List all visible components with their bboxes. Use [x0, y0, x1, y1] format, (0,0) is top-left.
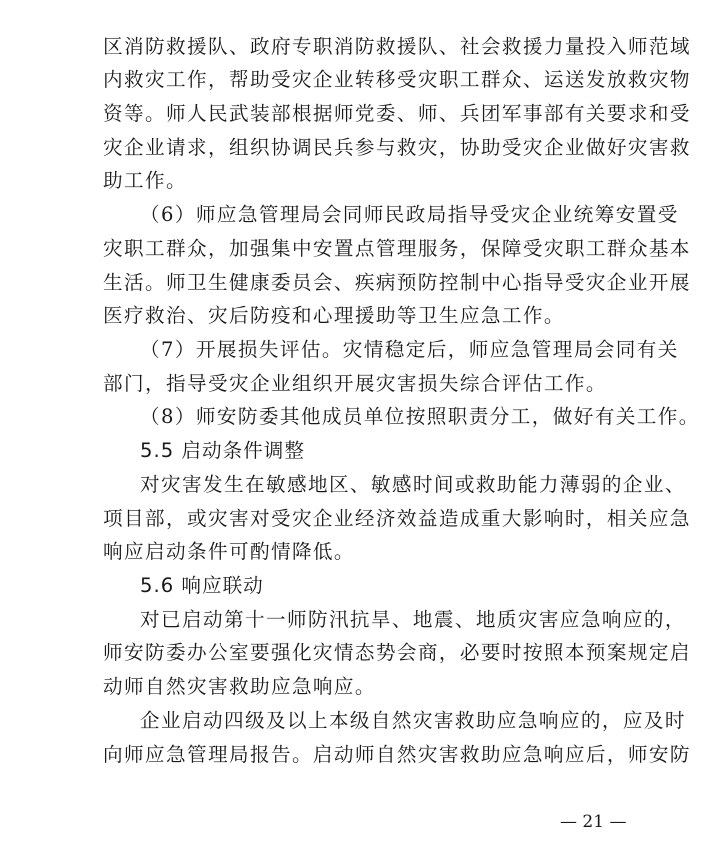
paragraph-start: （6）师应急管理局会同师民政局指导受灾企业统筹安置受	[140, 203, 679, 226]
paragraph-start: 企业启动四级及以上本级自然灾害救助应急响应的，应及时	[140, 709, 686, 732]
section-heading: 5.5 启动条件调整	[140, 439, 305, 462]
paragraph-start: （8）师安防委其他成员单位按照职责分工，做好有关工作。	[140, 405, 700, 428]
section-heading: 5.6 响应联动	[140, 574, 264, 597]
text-line: 动师自然灾害救助应急响应。	[103, 675, 376, 698]
text-line: 项目部，或灾害对受灾企业经济效益造成重大影响时，相关应急	[103, 507, 691, 530]
text-line: 灾企业请求，组织协调民兵参与救灾，协助受灾企业做好灾害救	[103, 136, 691, 159]
text-line: 向师应急管理局报告。启动师自然灾害救助应急响应后，师安防	[103, 743, 691, 766]
text-line: 内救灾工作，帮助受灾企业转移受灾职工群众、运送发放救灾物	[103, 68, 691, 91]
paragraph-start: （7）开展损失评估。灾情稳定后，师应急管理局会同有关	[140, 338, 679, 361]
paragraph-start: 对灾害发生在敏感地区、敏感时间或救助能力薄弱的企业、	[140, 473, 686, 496]
text-line: 助工作。	[103, 169, 187, 192]
text-line: 部门，指导受灾企业组织开展灾害损失综合评估工作。	[103, 372, 607, 395]
text-line: 响应启动条件可酌情降低。	[103, 540, 355, 563]
page-number: — 21 —	[560, 812, 627, 832]
text-line: 资等。师人民武装部根据师党委、师、兵团军事部有关要求和受	[103, 102, 691, 125]
text-line: 区消防救援队、政府专职消防救援队、社会救援力量投入师范域	[103, 35, 691, 58]
text-line: 灾职工群众，加强集中安置点管理服务，保障受灾职工群众基本	[103, 237, 691, 260]
text-line: 医疗救治、灾后防疫和心理援助等卫生应急工作。	[103, 304, 565, 327]
text-line: 生活。师卫生健康委员会、疾病预防控制中心指导受灾企业开展	[103, 271, 691, 294]
text-line: 师安防委办公室要强化灾情态势会商，必要时按照本预案规定启	[103, 641, 691, 664]
paragraph-start: 对已启动第十一师防汛抗旱、地震、地质灾害应急响应的，	[140, 608, 686, 631]
